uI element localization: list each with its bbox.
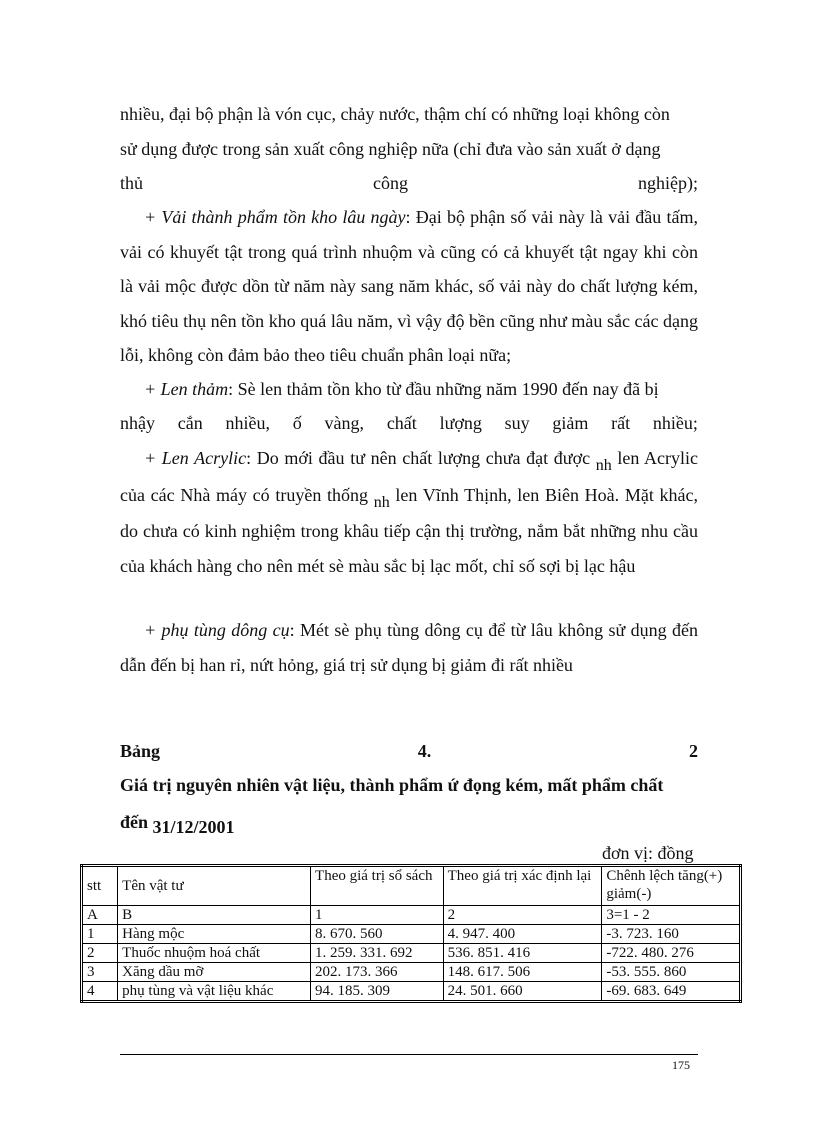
word: nhậy: [120, 413, 155, 433]
cell: 3=1 - 2: [602, 906, 741, 925]
cell: B: [118, 906, 311, 925]
word: giảm: [552, 413, 589, 433]
word: nhiều;: [652, 413, 698, 433]
table-row: [82, 944, 741, 963]
table-header-row: [82, 866, 741, 906]
text-line: nhiều, đại bộ phận là vón cục, chảy nước, thậm chí có những loại không còn: [120, 104, 670, 124]
header-cell: Theo giá trị xác định lại: [443, 866, 602, 906]
cell: 3: [82, 963, 118, 982]
paragraph-len-tham-line2: [120, 406, 698, 441]
cell: -3. 723. 160: [602, 925, 741, 944]
item-text: len Acrylic của các Nhà máy có truyền thống: [120, 448, 699, 505]
cell: Thuốc nhuộm hoá chất: [118, 944, 311, 963]
word: nghiệp);: [637, 173, 698, 193]
cell: 4: [82, 982, 118, 1002]
table-row: [82, 906, 741, 925]
cell: 1: [82, 925, 118, 944]
cell: 2: [82, 944, 118, 963]
header-cell: Tên vật tư: [118, 866, 311, 906]
text-line-justified: [120, 166, 698, 201]
cell: 202. 173. 366: [311, 963, 444, 982]
cell: 536. 851. 416: [443, 944, 602, 963]
cell: Hàng mộc: [118, 925, 311, 944]
table-label-number: 2: [689, 741, 698, 761]
word: nhiều,: [225, 413, 271, 433]
word: công: [373, 173, 408, 193]
subscript-text: nh: [373, 493, 390, 511]
item-text: : Đại bộ phận số vải này là vải đầu tấm, vải có khuyết tật trong quá trình nhuộm và cũng có cả khuyết tật ngay khi còn là vải mộc được dồn từ năm này sang năm khác, số vải này do chất lượng kém, khó tiêu thụ nên tồn kho quá lâu năm, vì vậy độ bền cũng như màu sắc các dạng lỗi, không còn đảm bảo theo tiêu chuẩn phân loại nữa;: [120, 207, 698, 365]
paragraph-phu-tung: [120, 613, 698, 682]
page-number: 175: [672, 1058, 690, 1072]
cell: 148. 617. 506: [443, 963, 602, 982]
cell: Xăng dầu mỡ: [118, 963, 311, 982]
item-title: + phụ tùng dông cụ: [144, 620, 290, 640]
item-text: : Sè len thảm tồn kho từ đầu những năm 1990 đến nay đã bị: [228, 379, 659, 399]
table-label-number: 4.: [417, 741, 432, 761]
data-table: [80, 864, 742, 1003]
paragraph-continuation: [120, 97, 698, 201]
word: lượng: [439, 413, 482, 433]
word: rất: [611, 413, 631, 433]
cell: 8. 670. 560: [311, 925, 444, 944]
table-label: [120, 741, 698, 762]
paragraph-vai-thanh-pham: [120, 200, 698, 373]
unit-label: đơn vị: đồng: [602, 843, 694, 863]
footer-divider: [120, 1054, 698, 1055]
cell: 4. 947. 400: [443, 925, 602, 944]
date-value: 31/12/2001: [152, 817, 235, 837]
item-title: + Vải thành phẩm tồn kho lâu ngày: [144, 207, 406, 227]
item-title: + Len thảm: [144, 379, 229, 399]
word: ố: [292, 413, 302, 433]
cell: 2: [443, 906, 602, 925]
date-prefix: đến: [120, 812, 149, 832]
table-label-word: Bảng: [120, 741, 161, 761]
table-row: [82, 925, 741, 944]
cell: A: [82, 906, 118, 925]
text-line-justified: [120, 406, 698, 441]
item-text: : Do mới đầu tư nên chất lượng chưa đạt được: [246, 448, 596, 468]
cell: 1: [311, 906, 444, 925]
paragraph-len-acrylic: [120, 441, 698, 583]
word: thủ: [120, 173, 144, 193]
word: chất: [386, 413, 417, 433]
cell: -722. 480. 276: [602, 944, 741, 963]
table-title: Giá trị nguyên nhiên vật liệu, thành phẩm ứ đọng kém, mất phẩm chất: [120, 775, 664, 795]
word: vàng,: [324, 413, 365, 433]
header-cell: Theo giá trị sổ sách: [311, 866, 444, 906]
header-cell: stt: [82, 866, 118, 906]
cell: -53. 555. 860: [602, 963, 741, 982]
header-cell: Chênh lệch tăng(+) giảm(-): [602, 866, 741, 906]
text-line: sử dụng được trong sản xuất công nghiệp nữa (chỉ đưa vào sản xuất ở dạng: [120, 138, 661, 159]
word: suy: [504, 413, 530, 433]
cell: phụ tùng và vật liệu khác: [118, 982, 311, 1002]
word: cắn: [177, 413, 203, 433]
subscript-text: nh: [595, 457, 612, 474]
paragraph-len-tham: [120, 372, 698, 407]
cell: 94. 185. 309: [311, 982, 444, 1002]
item-title: + Len Acrylic: [144, 448, 247, 468]
table-row: [82, 982, 741, 1002]
cell: 1. 259. 331. 692: [311, 944, 444, 963]
table-row: [82, 963, 741, 982]
cell: -69. 683. 649: [602, 982, 741, 1002]
item-text: : Mét sè phụ tùng dông cụ để từ lâu không sử dụng đến dẫn đến bị han rỉ, nứt hỏng, giá trị sử dụng bị giảm đi rất nhiều: [120, 620, 698, 675]
cell: 24. 501. 660: [443, 982, 602, 1002]
table-title-date: [120, 812, 698, 837]
item-text: len Vĩnh Thịnh, len Biên Hoà. Mặt khác, do chưa có kinh nghiệm trong khâu tiếp cận thị trường, nắm bắt những nhu cầu của khách hàng cho nên mét sè màu sắc bị lạc mốt, chỉ số sợi bị lạc hậu: [120, 484, 698, 576]
